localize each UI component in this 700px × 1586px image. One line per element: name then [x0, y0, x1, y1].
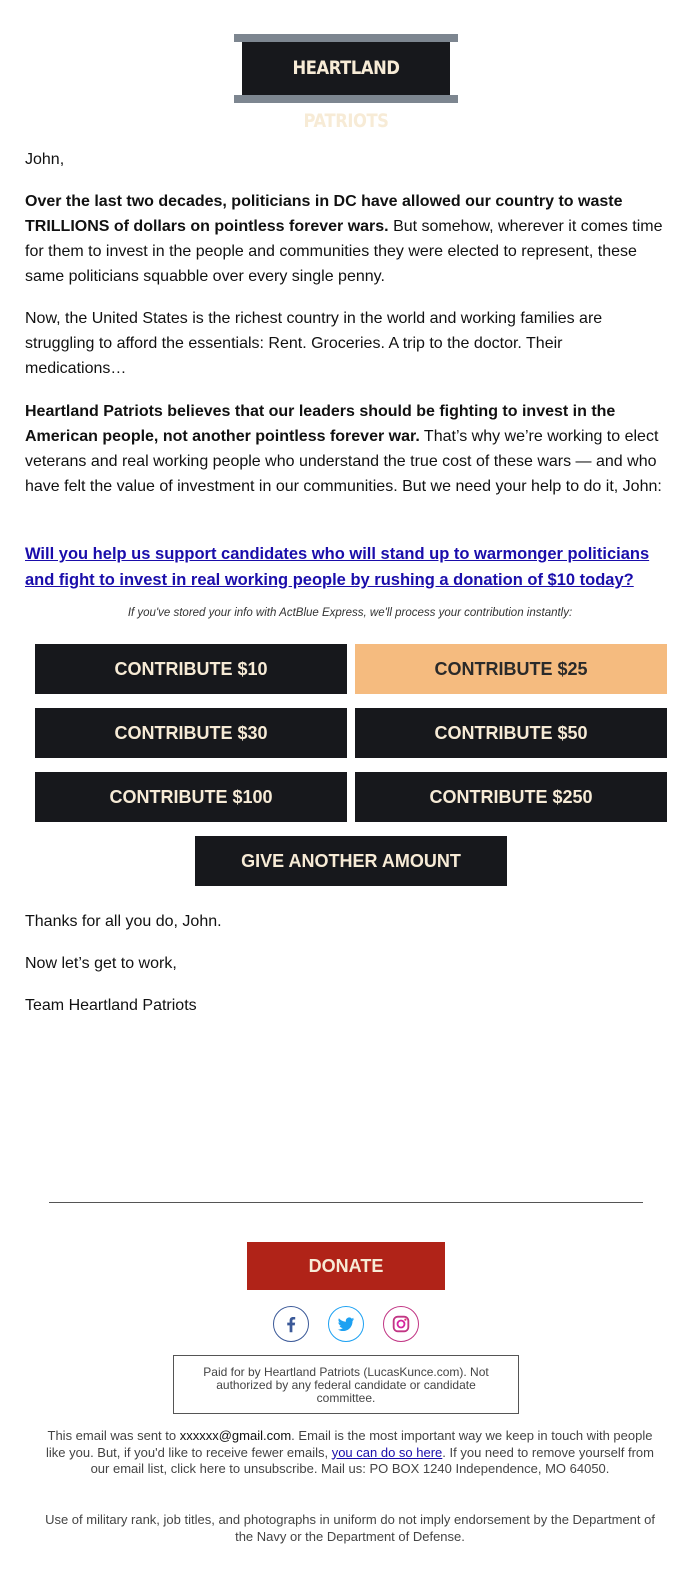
twitter-icon[interactable]	[328, 1306, 364, 1342]
logo-bottom-bar	[234, 95, 458, 103]
contribute-250-button[interactable]: CONTRIBUTE $250	[355, 772, 667, 822]
footer-divider	[49, 1202, 643, 1203]
give-another-amount-button[interactable]: GIVE ANOTHER AMOUNT	[195, 836, 507, 886]
contribute-25-button[interactable]: CONTRIBUTE $25	[355, 644, 667, 694]
email-footer-text	[45, 1428, 655, 1478]
paragraph-1	[25, 189, 665, 289]
donate-button[interactable]: DONATE	[247, 1242, 445, 1290]
paragraph-3	[25, 399, 665, 499]
contribute-30-button[interactable]: CONTRIBUTE $30	[35, 708, 347, 758]
facebook-icon[interactable]	[273, 1306, 309, 1342]
logo-plate	[242, 42, 450, 132]
contribute-100-button[interactable]: CONTRIBUTE $100	[35, 772, 347, 822]
heartland-patriots-logo[interactable]	[234, 34, 458, 132]
contribute-50-button[interactable]: CONTRIBUTE $50	[355, 708, 667, 758]
closing-signature: Team Heartland Patriots	[25, 997, 197, 1014]
paragraph-3-bold: Heartland Patriots believes that our leaders should be fighting to invest in the American people, not another pointless forever war.	[25, 403, 616, 445]
contribute-10-button[interactable]: CONTRIBUTE $10	[35, 644, 347, 694]
cta-paragraph	[25, 541, 675, 593]
sent-suffix: . If you need to remove yourself from our email list, click here to unsubscribe. Mail us: PO BOX 1240 Independence, MO 64050.	[90, 1444, 654, 1476]
fewer-emails-link[interactable]: you can do so here	[331, 1444, 443, 1460]
paragraph-1-bold: Over the last two decades, politicians in DC have allowed our country to waste TRILLIONS of dollars on pointless forever wars.	[25, 193, 623, 235]
logo-text: HEARTLAND PATRIOTS	[292, 57, 400, 132]
paragraph-2: Now, the United States is the richest country in the world and working families are struggling to afford the essentials: Rent. Groceries. A trip to the doctor. Their medications…	[25, 310, 603, 377]
paragraph-3-rest: That’s why we’re working to elect veterans and real working people who understand the true cost of these wars — and who have felt the value of investment in our communities. But we need your help to do it, John:	[25, 428, 662, 495]
sent-middle: . Email is the most important way we keep in touch with people like you. But, if you'd like to receive fewer emails,	[45, 1428, 653, 1460]
actblue-note: If you've stored your info with ActBlue Express, we'll process your contribution instantly:	[127, 607, 573, 619]
closing-work: Now let’s get to work,	[25, 955, 177, 972]
closing-thanks: Thanks for all you do, John.	[25, 913, 222, 930]
cta-donate-link[interactable]: Will you help us support candidates who will stand up to warmonger politicians and fight to invest in real working people by rushing a donation of $10 today?	[25, 545, 650, 589]
recipient-email: xxxxxx@gmail.com	[179, 1428, 292, 1443]
greeting: John,	[25, 151, 65, 168]
sent-prefix: This email was sent to	[47, 1428, 180, 1443]
military-disclaimer: Use of military rank, job titles, and photographs in uniform do not imply endorsement by the Department of the Navy or the Department of Defense.	[45, 1512, 655, 1544]
logo-top-bar	[234, 34, 458, 42]
instagram-icon[interactable]	[383, 1306, 419, 1342]
paragraph-1-rest: But somehow, wherever it comes time for them to invest in the people and communities they were elected to represent, these same politicians squabble over every single penny.	[25, 218, 663, 285]
paid-for-disclaimer: Paid for by Heartland Patriots (LucasKunce.com). Not authorized by any federal candidate or candidate committee.	[173, 1355, 519, 1414]
